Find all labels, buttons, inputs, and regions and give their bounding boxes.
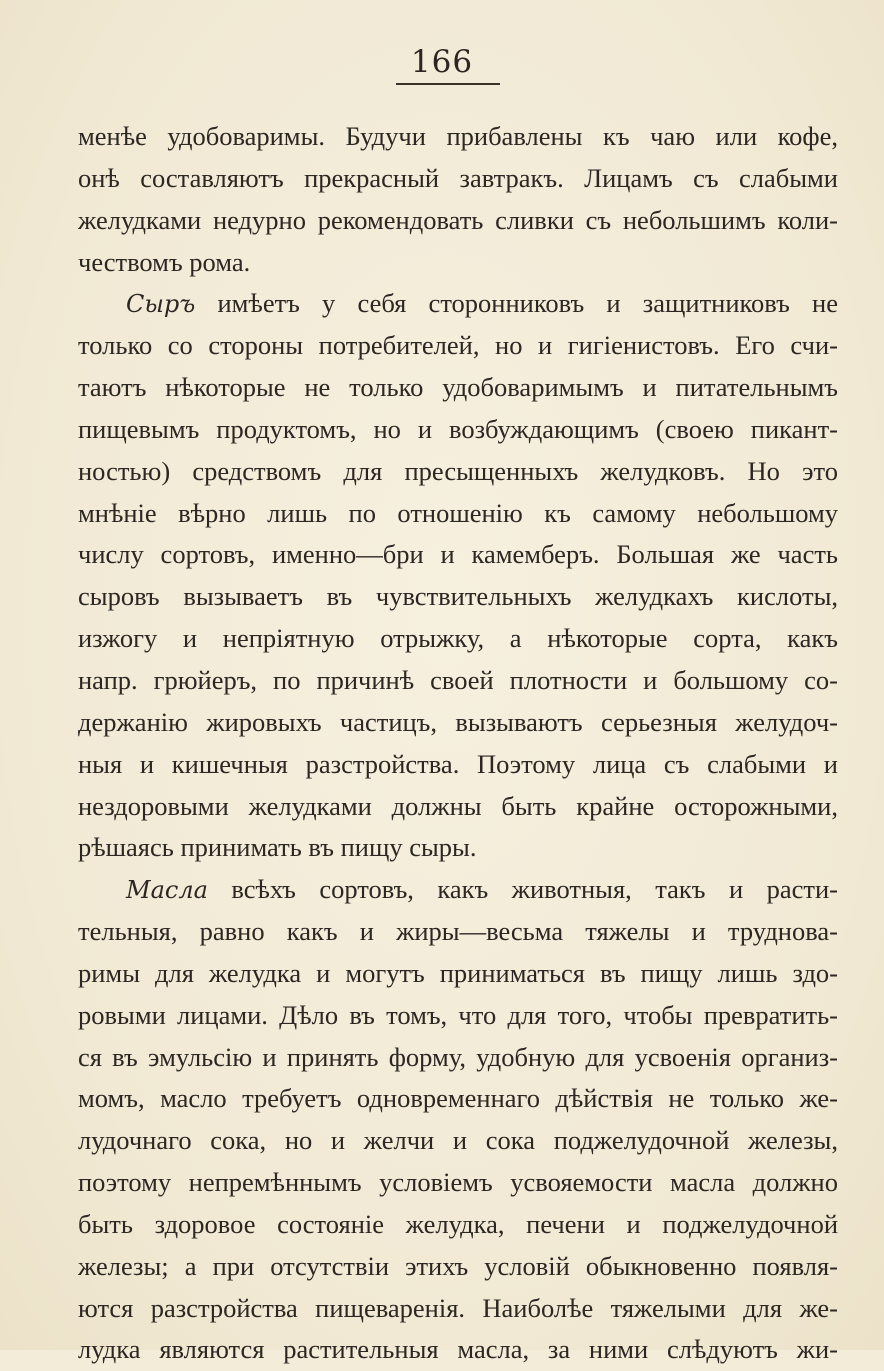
text-line: ностью) средствомъ для пресыщенныхъ желудковъ. Но это <box>78 455 838 486</box>
text-line: ся въ эмульсію и принять форму, удобную для усвоенія организ- <box>78 1041 838 1072</box>
text-line: онѣ составляютъ прекрасный завтракъ. Лицамъ съ слабыми <box>78 162 838 193</box>
text-line: поэтому непремѣннымъ условіемъ усвояемости масла должно <box>78 1167 838 1198</box>
text-line: ровыми лицами. Дѣло въ томъ, что для того, чтобы превратить- <box>78 999 838 1030</box>
text-line: держанію жировыхъ частицъ, вызываютъ серьезныя желудоч- <box>78 706 838 737</box>
text-line: железы; а при отсутствіи этихъ условій обыкновенно появля- <box>78 1250 838 1281</box>
text-line: сыровъ вызываетъ въ чувствительныхъ желудкахъ кислоты, <box>78 581 838 612</box>
term-oils: Масла <box>126 876 208 905</box>
text-line: только со стороны потребителей, но и гигіенистовъ. Его счи- <box>78 330 838 361</box>
text-line: таютъ нѣкоторые не только удобоваримымъ и питательнымъ <box>78 372 838 403</box>
text-line: ются разстройства пищеваренія. Наиболѣе тяжелыми для же- <box>78 1292 838 1323</box>
page-number-underline <box>396 83 500 85</box>
text-line-rest: всѣхъ сортовъ, какъ животныя, такъ и расти- <box>207 874 838 905</box>
text-line: желудками недурно рекомендовать сливки съ небольшимъ коли- <box>78 204 838 235</box>
body-text <box>78 116 838 1371</box>
text-line: числу сортовъ, именно—бри и камемберъ. Большая же часть <box>78 539 838 570</box>
text-line: лудка являются растительныя масла, за ними слѣдуютъ жи- <box>78 1334 838 1365</box>
text-line: лудочнаго сока, но и желчи и сока поджелудочной железы, <box>78 1125 838 1156</box>
text-line: напр. грюйеръ, по причинѣ своей плотности и большому со- <box>78 664 838 695</box>
text-line: нездоровыми желудками должны быть крайне осторожными, <box>78 790 838 821</box>
text-line: быть здоровое состояніе желудка, печени и поджелудочной <box>78 1208 838 1239</box>
text-line: мнѣніе вѣрно лишь по отношенію къ самому небольшому <box>78 497 838 528</box>
page-number: 166 <box>410 44 474 80</box>
text-line-paragraph-start <box>78 283 838 325</box>
text-line: рѣшаясь принимать въ пищу сыры. <box>78 832 477 863</box>
text-line: менѣе удобоваримы. Будучи прибавлены къ чаю или кофе, <box>78 121 838 151</box>
text-line: тельныя, равно какъ и жиры—весьма тяжелы и труднова- <box>78 916 838 947</box>
text-line: пищевымъ продуктомъ, но и возбуждающимъ (своею пикант- <box>78 413 838 444</box>
text-line: римы для желудка и могутъ приниматься въ пищу лишь здо- <box>78 957 838 988</box>
text-line: изжогу и непріятную отрыжку, а нѣкоторые сорта, какъ <box>78 623 838 654</box>
text-line: ныя и кишечныя разстройства. Поэтому лица съ слабыми и <box>78 748 838 779</box>
term-cheese: Сыръ <box>126 290 196 319</box>
text-line: чествомъ рома. <box>78 246 251 277</box>
text-line-paragraph-start <box>78 869 838 911</box>
text-line: момъ, масло требуетъ одновременнаго дѣйствія не только же- <box>78 1083 838 1114</box>
text-line-rest: имѣетъ у себя сторонниковъ и защитниковъ не <box>195 288 838 319</box>
